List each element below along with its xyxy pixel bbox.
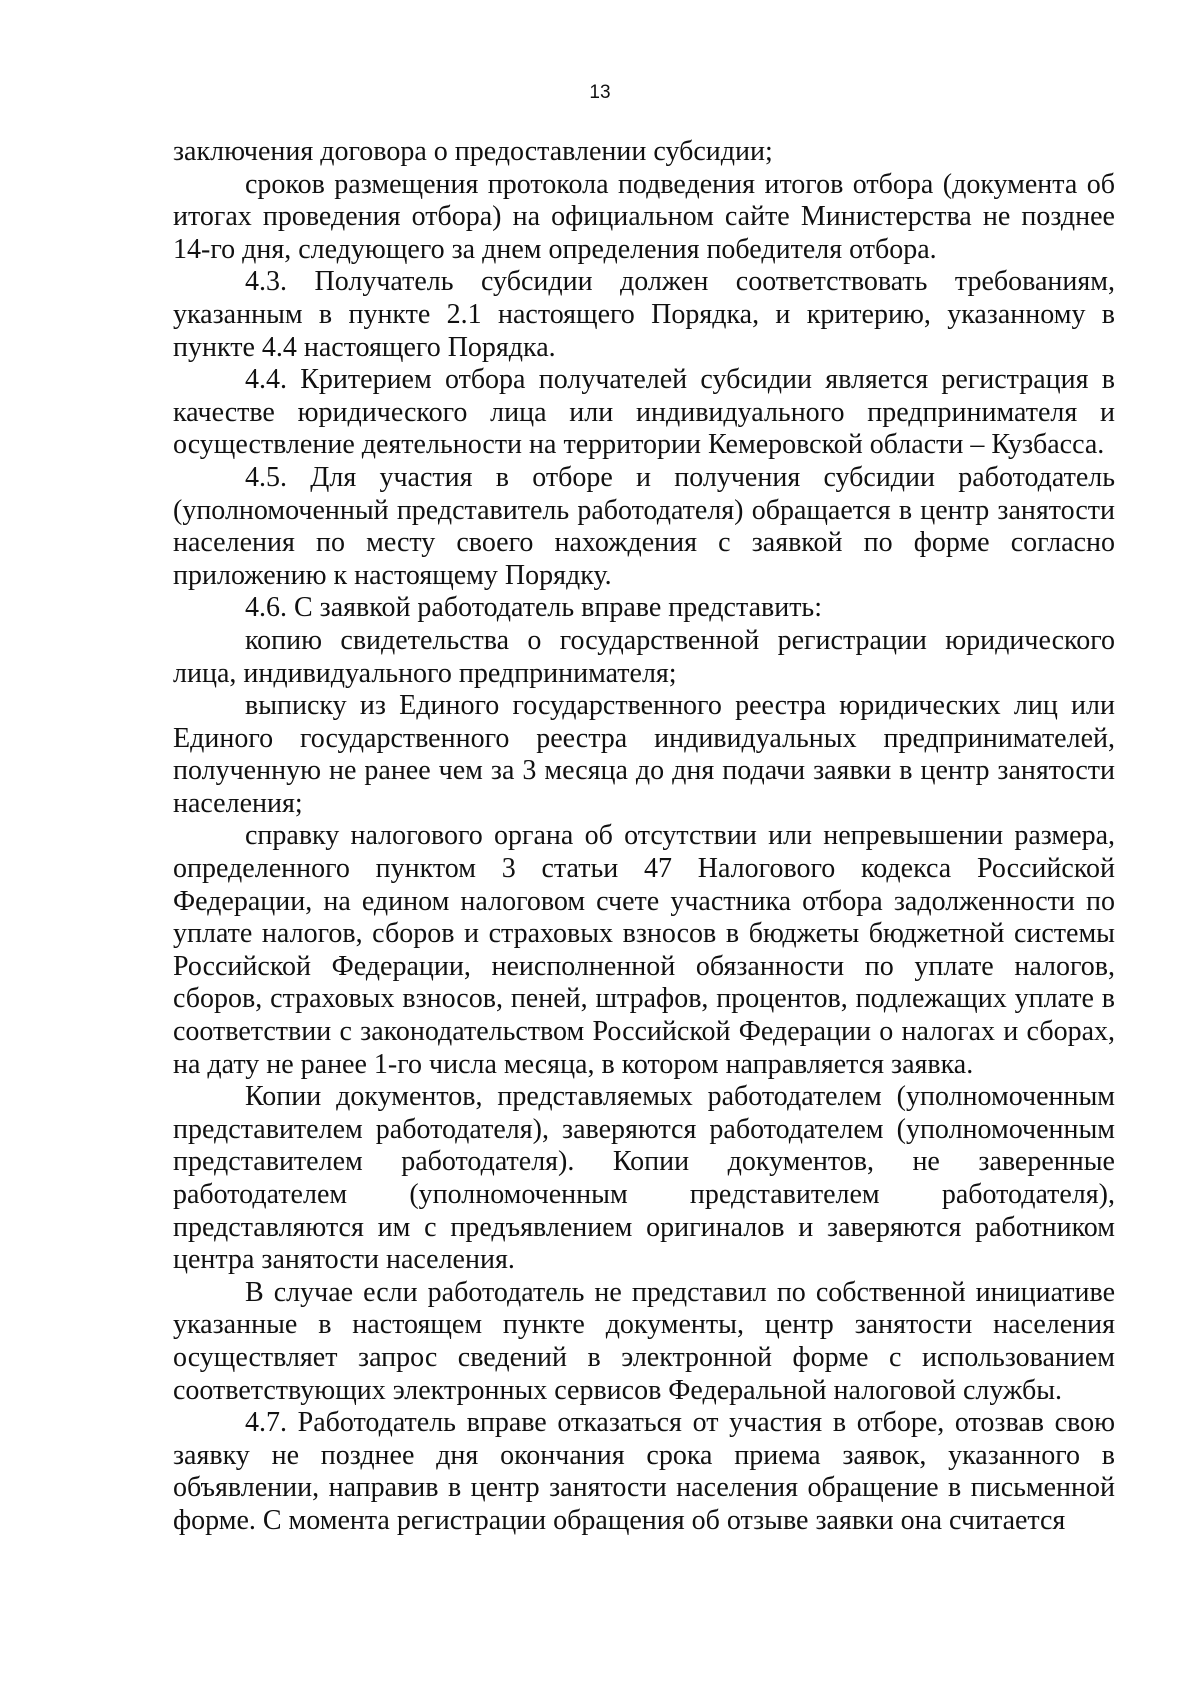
paragraph: справку налогового органа об отсутствии или непревышении размера, определенного пунктом 3 статьи 47 Налогового кодекса Российской Федерации, на едином налоговом счете участника отбора задолженности по уплате налогов, сборов и страховых взносов в бюджеты бюджетной системы Российской Федерации, неисполненной обязанности по уплате налогов, сборов, страховых взносов, пеней, штрафов, процентов, подлежащих уплате в соответствии с законодательством Российской Федерации о налогах и сборах, на дату не ранее 1-го числа месяца, в котором направляется заявка. bbox=[173, 820, 1115, 1080]
paragraph: 4.3. Получатель субсидии должен соответствовать требованиям, указанным в пункте 2.1 настоящего Порядка, и критерию, указанному в пункте 4.4 настоящего Порядка. bbox=[173, 266, 1115, 363]
paragraph: 4.4. Критерием отбора получателей субсидии является регистрация в качестве юридического лица или индивидуального предпринимателя и осуществление деятельности на территории Кемеровской области – Кузбасса. bbox=[173, 364, 1115, 461]
paragraph: копию свидетельства о государственной регистрации юридического лица, индивидуального предпринимателя; bbox=[173, 624, 1115, 689]
paragraph: заключения договора о предоставлении субсидии; bbox=[173, 136, 773, 167]
page-number: 13 bbox=[589, 82, 611, 103]
paragraph: 4.6. С заявкой работодатель вправе представить: bbox=[245, 592, 822, 624]
paragraph: 4.7. Работодатель вправе отказаться от участия в отборе, отозвав свою заявку не позднее дня окончания срока приема заявок, указанного в объявлении, направив в центр занятости населения обращение в письменной форме. С момента регистрации обращения об отзыве заявки она считается bbox=[173, 1407, 1115, 1536]
paragraph: сроков размещения протокола подведения итогов отбора (документа об итогах проведения отбора) на официальном сайте Министерства не позднее 14-го дня, следующего за днем определения победителя отбора. bbox=[173, 168, 1115, 265]
document-body bbox=[173, 136, 1115, 1538]
paragraph: выписку из Единого государственного реестра юридических лиц или Единого государственного реестра индивидуальных предпринимателей, полученную не ранее чем за 3 месяца до дня подачи заявки в центр занятости населения; bbox=[173, 690, 1115, 819]
paragraph: 4.5. Для участия в отборе и получения субсидии работодатель (уполномоченный представитель работодателя) обращается в центр занятости населения по месту своего нахождения с заявкой по форме согласно приложению к настоящему Порядку. bbox=[173, 461, 1115, 591]
paragraph: Копии документов, представляемых работодателем (уполномоченным представителем работодателя), заверяются работодателем (уполномоченным представителем работодателя). Копии документов, не заверенные работодателем (уполномоченным представителем работодателя), представляются им с предъявлением оригиналов и заверяются работником центра занятости населения. bbox=[173, 1081, 1115, 1276]
paragraph: В случае если работодатель не представил по собственной инициативе указанные в настоящем пункте документы, центр занятости населения осуществляет запрос сведений в электронной форме с использованием соответствующих электронных сервисов Федеральной налоговой службы. bbox=[173, 1276, 1115, 1406]
